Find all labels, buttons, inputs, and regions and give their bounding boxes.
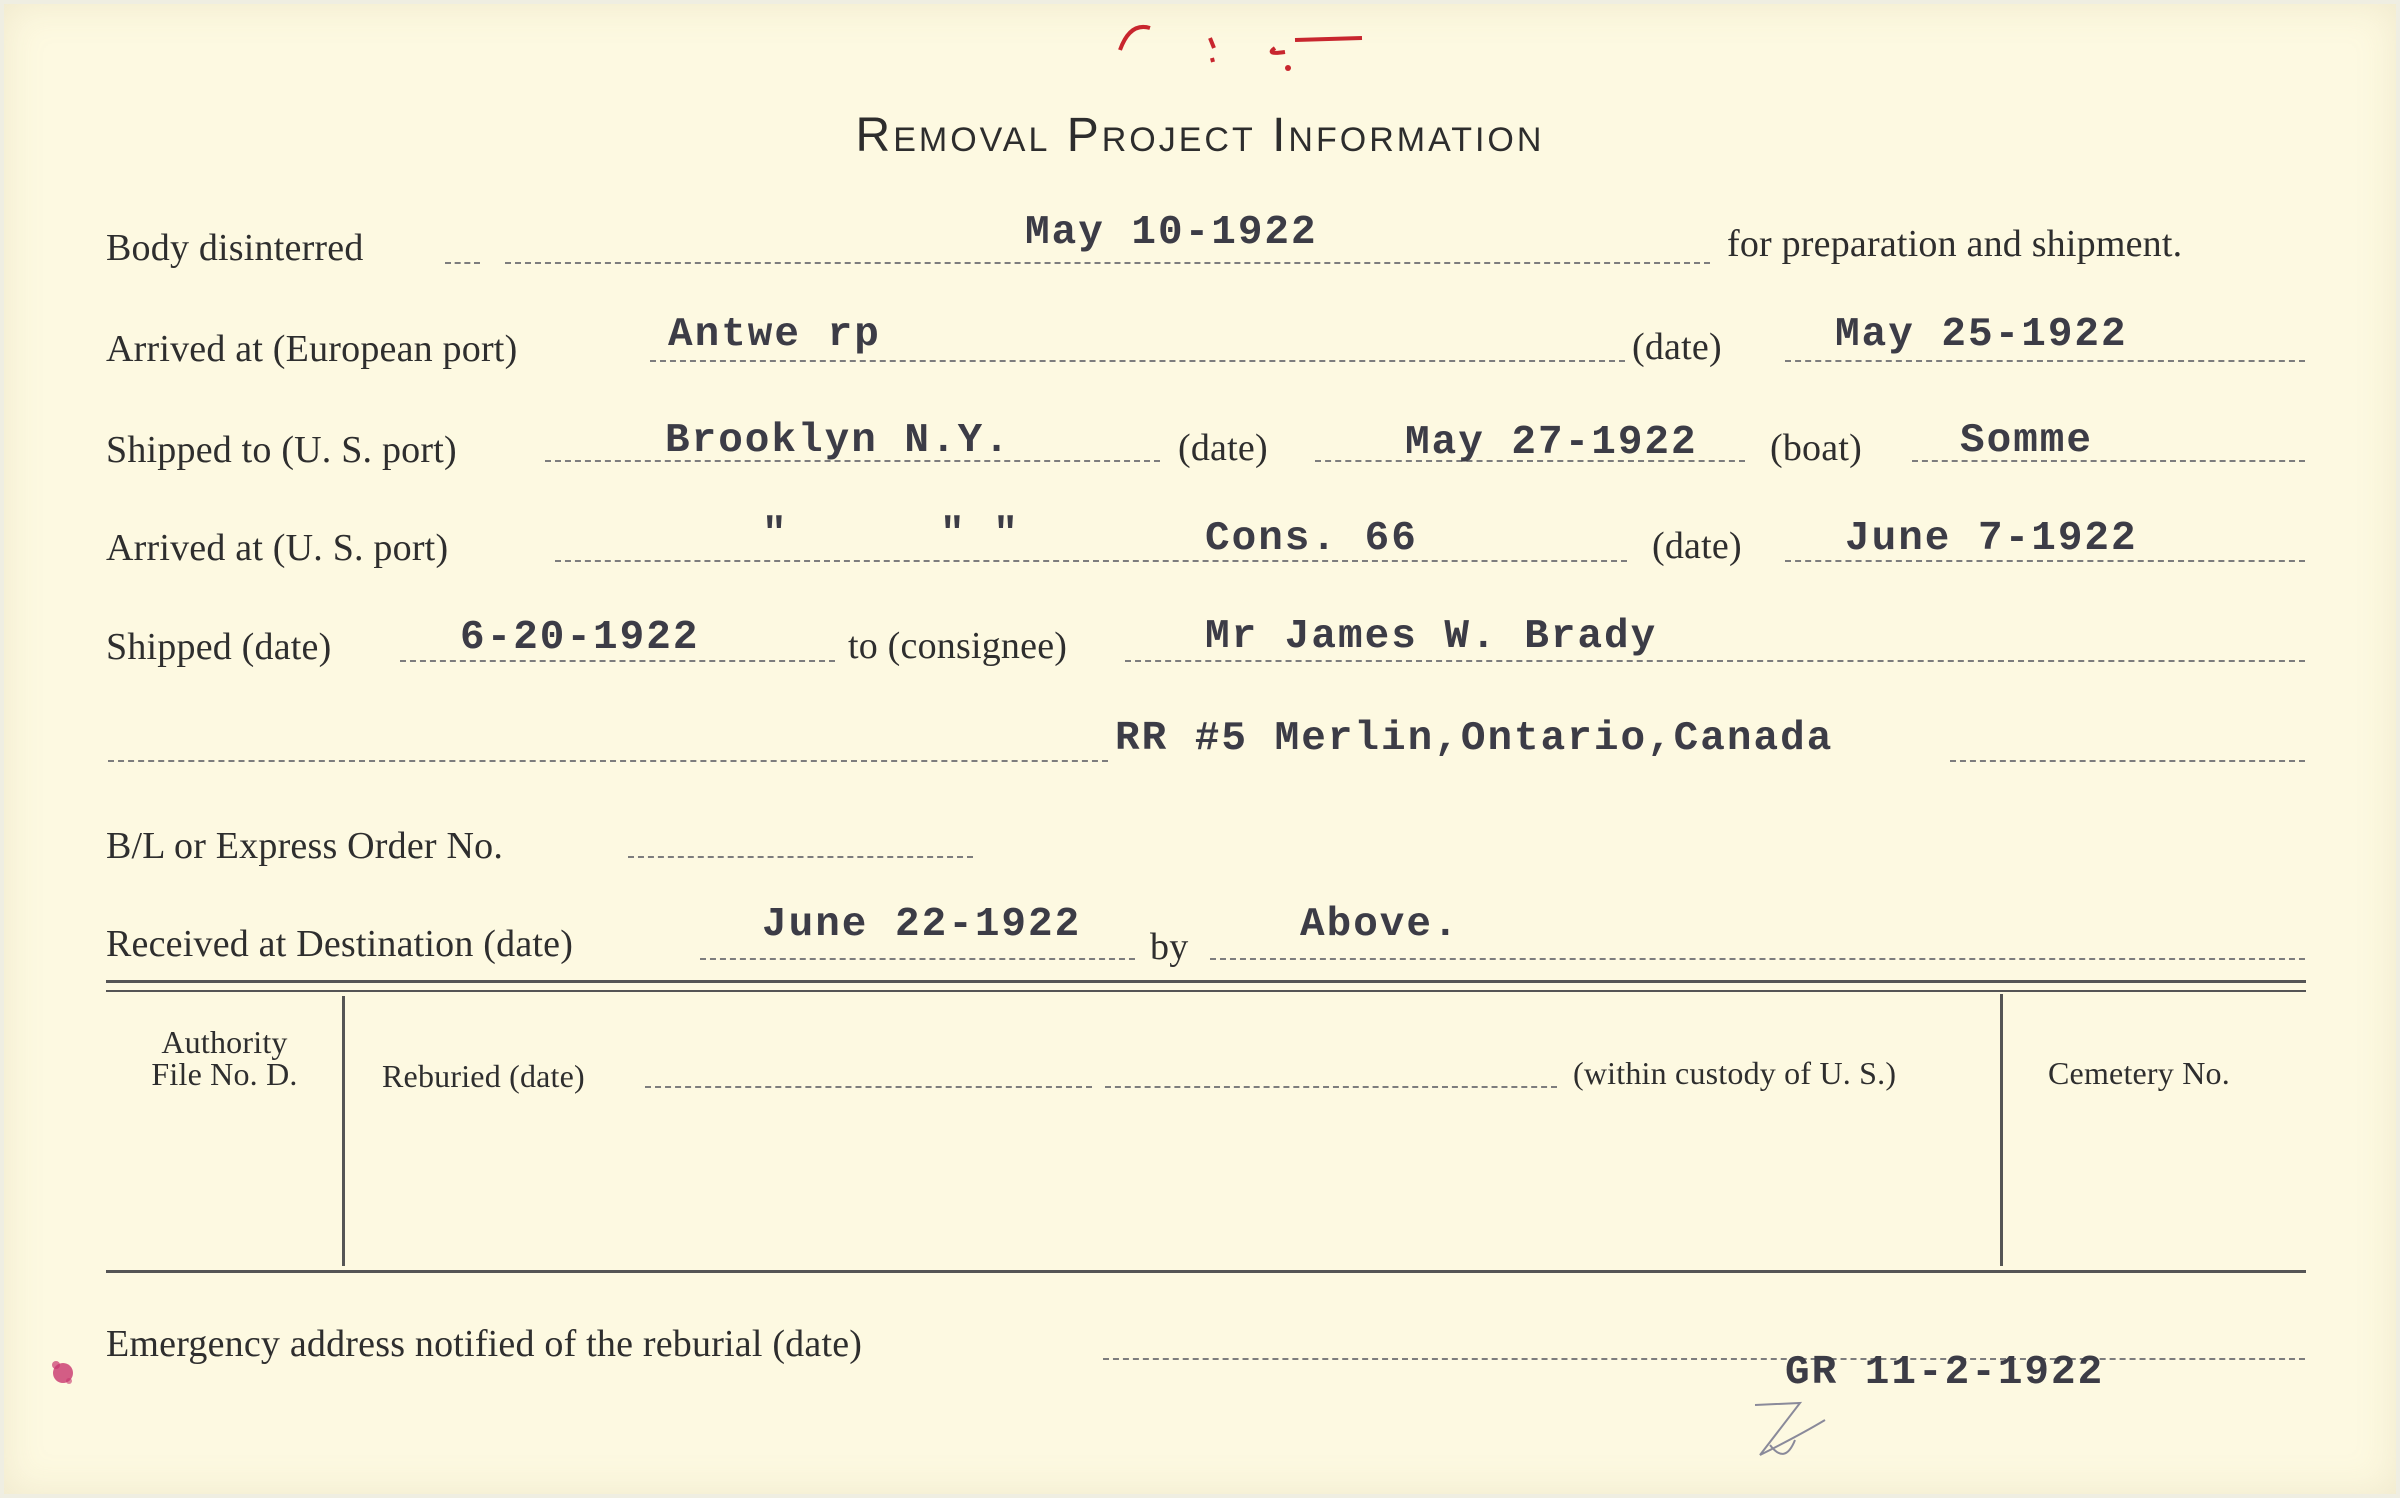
boat-label: (boat): [1770, 427, 1862, 469]
dash-line: [1125, 660, 2305, 662]
dash-line: [645, 1086, 1092, 1088]
shipped-us-date: May 27-1922: [1405, 420, 1698, 466]
dash-line: [505, 262, 1710, 264]
boat-value: Somme: [1960, 418, 2094, 464]
dash-line: [1785, 360, 2305, 362]
dash-line: [1103, 1358, 2305, 1360]
arrived-us-date: June 7-1922: [1845, 516, 2138, 562]
ditto-mark: ": [762, 512, 789, 558]
arrived-european-value: Antwe rp: [668, 312, 881, 358]
shipped-date-label: Shipped (date): [106, 626, 332, 668]
body-disinterred-value: May 10-1922: [1025, 210, 1318, 256]
shipped-us-port: Brooklyn N.Y.: [665, 418, 1011, 464]
table-divider-left: [342, 996, 345, 1266]
arrived-european-date: May 25-1922: [1835, 312, 2128, 358]
pencil-initial: [1740, 1395, 1850, 1475]
bl-label: B/L or Express Order No.: [106, 825, 504, 867]
table-bottom-rule: [106, 1270, 2306, 1273]
by-label: by: [1150, 926, 1189, 968]
arrived-us-date-label: (date): [1652, 525, 1742, 567]
body-disinterred-label: Body disinterred: [106, 227, 364, 269]
red-pencil-marks: [1100, 10, 1380, 80]
dash-line: [1950, 760, 2305, 762]
ditto-mark: " ": [940, 512, 1020, 558]
dash-line: [445, 262, 480, 264]
consignee-name: Mr James W. Brady: [1205, 614, 1658, 660]
red-stain: [38, 1348, 88, 1398]
custody-label: (within custody of U. S.): [1573, 1055, 1897, 1091]
emergency-value: GR 11-2-1922: [1785, 1350, 2105, 1396]
table-divider-right: [2000, 994, 2003, 1266]
body-disinterred-suffix: for preparation and shipment.: [1727, 223, 2183, 265]
arrived-us-value: Cons. 66: [1205, 516, 1418, 562]
dash-line: [555, 560, 1627, 562]
dash-line: [108, 760, 1108, 762]
dash-line: [628, 856, 973, 858]
shipped-date-value: 6-20-1922: [460, 615, 700, 661]
dash-line: [700, 958, 1135, 960]
consignee-label: to (consignee): [848, 625, 1068, 667]
received-label: Received at Destination (date): [106, 923, 574, 965]
table-top-rule: [106, 980, 2306, 983]
consignee-address: RR #5 Merlin,Ontario,Canada: [1115, 716, 1834, 762]
shipped-us-date-label: (date): [1178, 427, 1268, 469]
emergency-label: Emergency address notified of the reburial (date): [106, 1323, 863, 1365]
authority-file-label: Authority File No. D.: [151, 1024, 298, 1092]
dash-line: [1105, 1086, 1557, 1088]
dash-line: [1210, 958, 2305, 960]
cemetery-label: Cemetery No.: [2048, 1055, 2230, 1091]
dash-line: [650, 360, 1625, 362]
arrived-european-date-label: (date): [1632, 326, 1722, 368]
reburied-label: Reburied (date): [382, 1058, 585, 1094]
table-top-rule-2: [106, 990, 2306, 992]
form-title: Removal Project Information: [855, 109, 1545, 162]
shipped-us-label: Shipped to (U. S. port): [106, 429, 457, 471]
received-by: Above.: [1300, 902, 1460, 948]
arrived-us-label: Arrived at (U. S. port): [106, 527, 449, 569]
arrived-european-label: Arrived at (European port): [106, 328, 518, 370]
received-date: June 22-1922: [762, 902, 1082, 948]
